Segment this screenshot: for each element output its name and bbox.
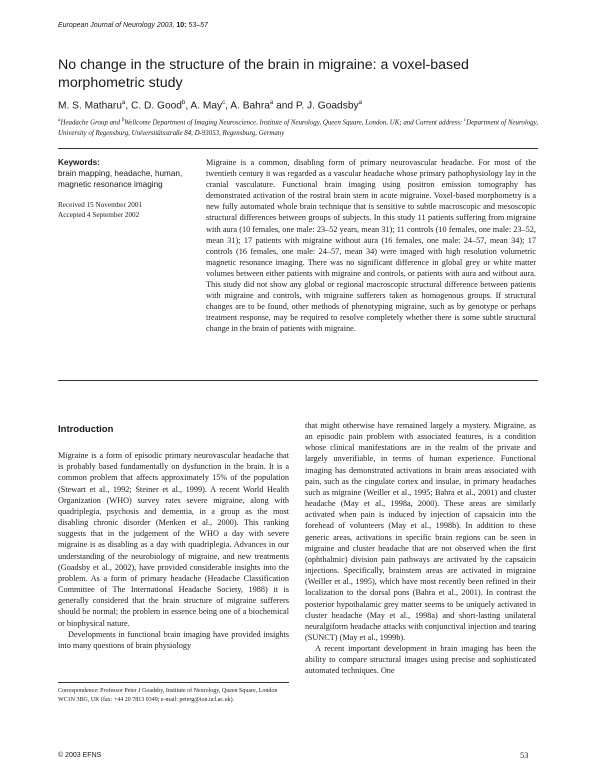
author: P. J. Goadsby [295,100,359,112]
keywords-text: brain mapping, headache, human, magnetic resonance imaging [58,168,183,189]
affiliation-a: Headache Group and [60,119,122,127]
paragraph: Migraine is a form of episodic primary neurovascular headache that is probably based fundamentally on dysfunction in the brain. It is a common problem that affects approximately 15% of the population (Stewart et al., 1992; Steiner et al., 1999). A recent World Health Organization (WHO) survey rates severe migraine, along with quadriplegia, psychosis and dementia, in a group as the most disabling chronic disorder (Menken et al., 2000). This ranking suggests that in the judgement of the WHO a day with severe migraine is as disabling as a day with quadriplegia. Advances in our understanding of the neurobiology of migraine, and new treatments (Goadsby et al., 2002), have provided considerable insights into the problem. As a form of primary headache (Headache Classification Committee of The International Headache Society, 1988) it is generally considered that the brain structure of migraine sufferers should be normal; the problem in essence being one of a biochemical or biophysical nature. [58,451,289,628]
article-title: No change in the structure of the brain in migraine: a voxel-based morphometric study [58,57,469,91]
journal-pages: 53–57 [188,22,208,29]
keywords-heading: Keywords: [58,158,100,167]
affiliation-sup: b [121,118,125,123]
received-date: Received 15 November 2001 [58,201,143,210]
author: A. May [190,100,223,112]
journal-citation [58,22,208,29]
keywords-sidebar [58,158,193,220]
author-sup: a [121,100,126,106]
paragraph: A recent important development in brain imaging has been the ability to compare structural images using precise and sophisticated automated techniques. One [305,644,536,676]
author-sup: a [358,100,362,106]
author-sup: c [222,100,226,106]
author-sup: b [181,100,186,106]
journal-volume: 10: [176,22,187,29]
section-heading: Introduction [58,424,114,435]
author: M. S. Matharu [58,100,122,112]
author-sup: a [269,100,274,106]
affiliation-c: Department of Neurology, University of Regensburg, Universitätsstraße 84, D-93053, Regensburg, Germany [58,119,539,137]
paragraph: that might otherwise have remained largely a mystery. Migraine, as an episodic pain problem with associated features, is a condition whose clinical manifestations are in the realm of the private and largely unverifiable, in terms of human experience. Functional imaging has demonstrated activations in brain areas associated with pain, such as the cingulate cortex and insulae, in primary headaches such as migraine (Weiller et al., 1995; Bahra et al., 2001) and cluster headache (May et al., 1998a, 2000). These areas are similarly activated when pain is induced by injection of capsaicin into the forehead of volunteers (May et al., 1998b). In addition to these generic areas, activations in specific brain regions can be seen in migraine and cluster headache that are not observed when the first (ophthalmic) division pain pathways are activated by the capsaicin injections. Specifically, brainstem areas are activated in migraine (Weiller et al., 1995), which have most recently been refined in their localization to the dorsal pons (Bahra et al., 2001). In contrast the posterior hypothalamic grey matter seems to be uniquely activated in cluster headache (May et al., 1998a) and short-lasting unilateral neuralgiform headache attacks with conjunctival injection and tearing (SUNCT) (May et al., 1999b). [305,421,536,642]
abstract: Migraine is a common, disabling form of primary neurovascular headache. For most of the twentieth century it was regarded as a vascular headache whose primary pathophysiology lay in the cranial vasculature. Functional brain imaging using positron emission tomography has demonstrated activation of the rostral brain stem in acute migraine. Voxel-based morphometry is a new fully automated whole brain technique that is sensitive to subtle macroscopic and mesoscopic structural differences between groups of subjects. In this study 11 patients suffering from migraine with aura (10 females, one male: 23–52 years, mean 31); 11 controls (10 females, one male: 23–52, mean 31); 17 patients with migraine without aura (16 females, one male: 24–57, mean 34); 17 controls (16 females, one male: 24–57, mean 34) were imaged with high resolution volumetric magnetic resonance imaging. There was no significant difference in global grey or white matter volumes between either patients with migraine and controls, or patients with aura and without aura. This study did not show any global or regional macroscopic structural difference between patients with migraine and controls, with migraine sufferers taken as homogenous groups. If structural changes are to be found, other methods of phenotyping migraine, such as by genotype or perhaps treatment response, may be required to resolve completely whether there is some subtle structural change in the brain of patients with migraine. [206,158,536,334]
author: C. D. Good [131,100,182,112]
copyright: © 2003 EFNS [58,752,102,759]
page-number: 53 [520,751,529,760]
paragraph: Developments in functional brain imaging have provided insights into many questions of brain physiology [58,629,289,650]
body-column-right [305,420,536,677]
affiliations [58,116,540,139]
affiliation-b: Wellcome Department of Imaging Neuroscience, Institute of Neurology, Queen Square, London, UK; and Current address: [124,119,464,127]
author-list: M. S. Matharu$^a$, C. D. Good$^b$, A. May$^c$, A. Bahra$^a$ and P. J. Goadsby$^a$ [58,100,362,112]
abstract-divider [58,380,538,381]
affiliation-sup: a [58,118,61,123]
affiliation-sup: c [463,118,467,123]
journal-year: 2003, [156,22,175,29]
author: A. Bahra [230,100,270,112]
journal-name: European Journal of Neurology [58,22,155,29]
header-divider [58,148,538,149]
accepted-date: Accepted 4 September 2002 [58,211,140,220]
correspondence-note: Correspondence: Professor Peter J Goadsby, Institute of Neurology, Queen Square, London WC1N 3BG, UK (fax: +44 20 7813 0349; e-mail: peterg@ion.ucl.ac.uk). [58,682,289,704]
body-column-left [58,424,289,651]
article-dates [58,200,193,220]
